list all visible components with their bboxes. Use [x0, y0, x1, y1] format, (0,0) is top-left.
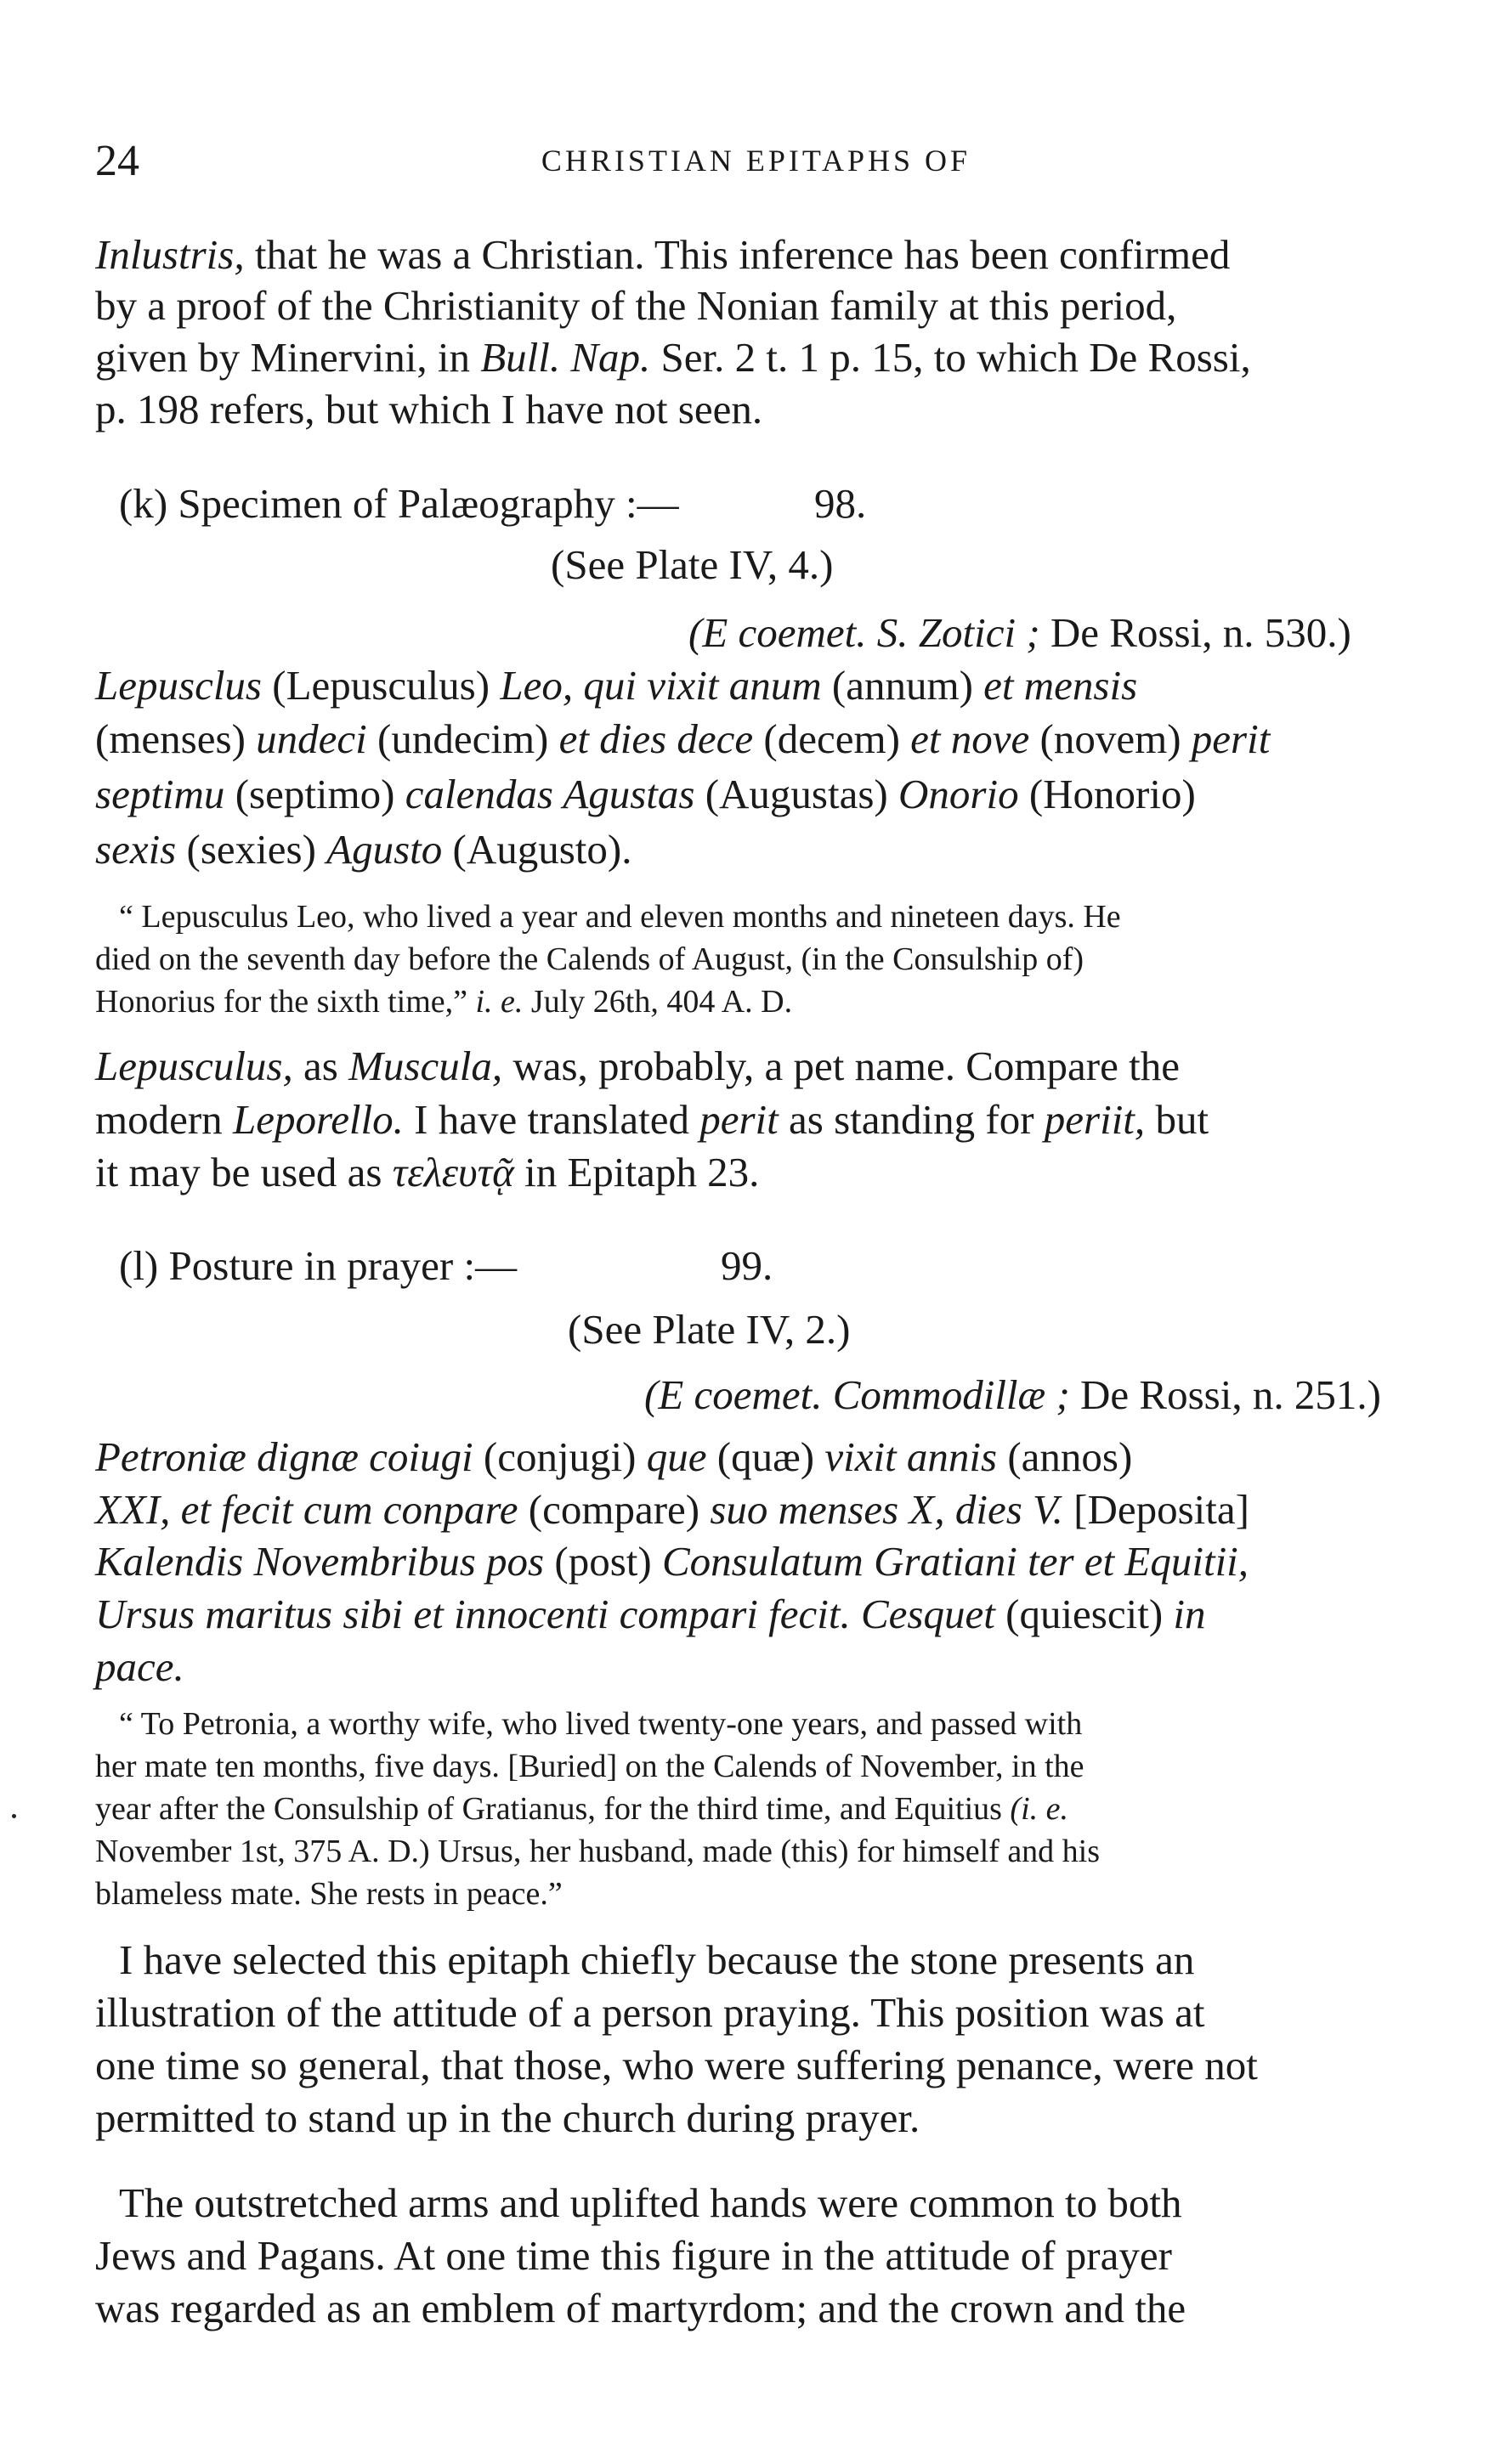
section-l-translation-4: November 1st, 375 A. D.) Ursus, her husband, made (this) for himself and his [95, 1834, 1101, 1869]
section-l-translation-5: blameless mate. She rests in peace.” [95, 1876, 563, 1912]
section-k-translation-1: “ Lepusculus Leo, who lived a year and eleven months and nineteen days. He [119, 899, 1121, 935]
section-l-source: (E coemet. Commodillæ ; De Rossi, n. 251.) [644, 1371, 1381, 1418]
body-paragraph-1-line-4: permitted to stand up in the church during prayer. [95, 2094, 920, 2141]
section-l-translation-2: her mate ten months, five days. [Buried] on the Calends of November, in the [95, 1749, 1084, 1784]
section-k-latin-2: (menses) undeci (undecim) et dies dece (decem) et nove (novem) perit [95, 715, 1271, 762]
intro-line-1: Inlustris, that he was a Christian. This inference has been confirmed [95, 231, 1231, 278]
running-title: CHRISTIAN EPITAPHS OF [541, 144, 971, 178]
section-k-source: (E coemet. S. Zotici ; De Rossi, n. 530.) [688, 609, 1351, 656]
section-l-latin-3: Kalendis Novembribus pos (post) Consulatum Gratiani ter et Equitii, [95, 1538, 1249, 1585]
section-k-translation-2: died on the seventh day before the Calends of August, (in the Consulship of) [95, 941, 1084, 977]
section-k-latin-1: Lepusclus (Lepusculus) Leo, qui vixit anum (annum) et mensis [95, 662, 1138, 709]
body-paragraph-2-line-2: Jews and Pagans. At one time this figure in the attitude of prayer [95, 2232, 1172, 2279]
section-l-latin-5: pace. [95, 1643, 184, 1690]
section-l-latin-2: XXI, et fecit cum conpare (compare) suo menses X, dies V. [Deposita] [95, 1486, 1249, 1533]
section-l-translation-1: “ To Petronia, a worthy wife, who lived twenty-one years, and passed with [119, 1706, 1083, 1742]
section-k-number: 98. [814, 480, 867, 527]
section-l-plate: (See Plate IV, 2.) [568, 1306, 851, 1353]
page-number: 24 [95, 137, 139, 185]
section-k-plate: (See Plate IV, 4.) [551, 541, 834, 588]
section-l-latin-1: Petroniæ dignæ coiugi (conjugi) que (quæ) vixit annis (annos) [95, 1433, 1133, 1480]
intro-line-2: by a proof of the Christianity of the Nonian family at this period, [95, 282, 1177, 329]
scan-speck [12, 1814, 16, 1818]
body-paragraph-1-line-1: I have selected this epitaph chiefly because the stone presents an [119, 1936, 1195, 1983]
intro-line-3: given by Minervini, in Bull. Nap. Ser. 2 t. 1 p. 15, to which De Rossi, [95, 334, 1251, 381]
section-l-number: 99. [721, 1242, 773, 1289]
section-k-heading: (k) Specimen of Palæography :— [119, 480, 679, 527]
section-k-comment-3: it may be used as τελευτᾷ in Epitaph 23. [95, 1149, 760, 1195]
body-paragraph-2-line-1: The outstretched arms and uplifted hands were common to both [119, 2179, 1182, 2226]
section-l-heading: (l) Posture in prayer :— [119, 1242, 518, 1289]
section-k-latin-4: sexis (sexies) Agusto (Augusto). [95, 826, 632, 873]
intro-line-4: p. 198 refers, but which I have not seen. [95, 386, 763, 432]
body-paragraph-2-line-3: was regarded as an emblem of martyrdom; and the crown and the [95, 2285, 1186, 2331]
section-k-comment-2: modern Leporello. I have translated perit as standing for periit, but [95, 1096, 1209, 1143]
section-l-latin-4: Ursus maritus sibi et innocenti compari fecit. Cesquet (quiescit) in [95, 1591, 1206, 1637]
section-k-latin-3: septimu (septimo) calendas Agustas (Augustas) Onorio (Honorio) [95, 771, 1196, 817]
section-k-translation-3: Honorius for the sixth time,” i. e. July 26th, 404 A. D. [95, 984, 793, 1020]
section-l-translation-3: year after the Consulship of Gratianus, for the third time, and Equitius (i. e. [95, 1791, 1068, 1827]
section-k-comment-1: Lepusculus, as Muscula, was, probably, a pet name. Compare the [95, 1043, 1180, 1089]
body-paragraph-1-line-2: illustration of the attitude of a person praying. This position was at [95, 1989, 1205, 2036]
body-paragraph-1-line-3: one time so general, that those, who were suffering penance, were not [95, 2042, 1258, 2088]
